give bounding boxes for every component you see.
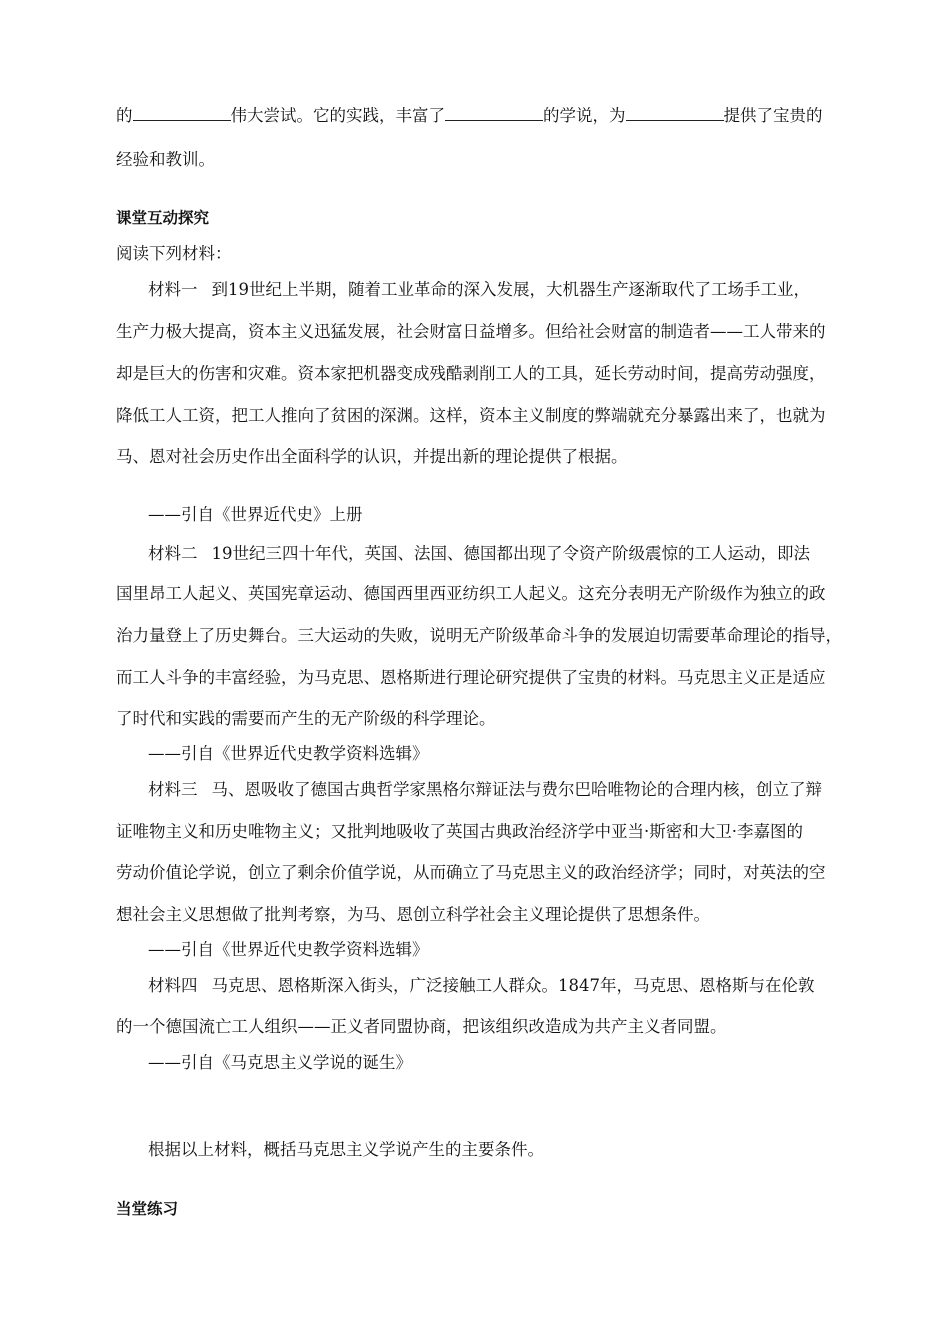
material-3-source: ——引自《世界近代史教学资料选辑》 — [148, 940, 429, 959]
material-1-text-1: 到19世纪上半期，随着工业革命的深入发展，大机器生产逐渐取代了工场手工业， — [211, 280, 810, 299]
fill-blank-3[interactable] — [626, 106, 724, 121]
intro-text-b: 伟大尝试。它的实践，丰富了 — [230, 106, 445, 125]
material-1-line-1 — [148, 276, 810, 300]
material-2-source: ——引自《世界近代史教学资料选辑》 — [148, 744, 429, 763]
material-2-line-1 — [148, 540, 810, 564]
section-heading-practice: 当堂练习 — [116, 1200, 179, 1218]
reading-lead: 阅读下列材料： — [116, 244, 232, 263]
material-2-text-1: 19世纪三四十年代，英国、法国、德国都出现了令资产阶级震惊的工人运动，即法 — [211, 544, 810, 563]
material-2-line-3: 治力量登上了历史舞台。三大运动的失败，说明无产阶级革命斗争的发展迫切需要革命理论的指导， — [116, 626, 842, 645]
section-heading-interactive: 课堂互动探究 — [116, 209, 210, 227]
material-3-label: 材料三 — [148, 780, 198, 799]
intro-text-c: 的学说，为 — [543, 106, 626, 125]
intro-line-1 — [116, 102, 823, 126]
material-4-label: 材料四 — [148, 976, 198, 995]
material-3-line-4: 想社会主义思想做了批判考察，为马、恩创立科学社会主义理论提供了思想条件。 — [116, 905, 710, 924]
intro-text-d: 提供了宝贵的 — [723, 106, 823, 125]
material-2-line-5: 了时代和实践的需要而产生的无产阶级的科学理论。 — [116, 709, 496, 728]
material-1-line-4: 降低工人工资，把工人推向了贫困的深渊。这样，资本主义制度的弊端就充分暴露出来了，也就为 — [116, 406, 826, 425]
fill-blank-1[interactable] — [133, 106, 231, 121]
material-3-line-2: 证唯物主义和历史唯物主义；又批判地吸收了英国古典政治经济学中亚当·斯密和大卫·李嘉图的 — [116, 822, 803, 841]
material-3-text-1: 马、恩吸收了德国古典哲学家黑格尔辩证法与费尔巴哈唯物论的合理内核，创立了辩 — [211, 780, 822, 799]
intro-line-2: 经验和教训。 — [116, 150, 215, 169]
material-4-text-1: 马克思、恩格斯深入街头，广泛接触工人群众。1847年，马克思、恩格斯与在伦敦 — [211, 976, 815, 995]
material-4-line-1 — [148, 972, 815, 996]
material-1-line-3: 却是巨大的伤害和灾难。资本家把机器变成残酷剥削工人的工具，延长劳动时间，提高劳动强度， — [116, 364, 826, 383]
intro-text-a: 的 — [116, 106, 133, 125]
material-1-line-5: 马、恩对社会历史作出全面科学的认识，并提出新的理论提供了根据。 — [116, 447, 628, 466]
material-2-line-2: 国里昂工人起义、英国宪章运动、德国西里西亚纺织工人起义。这充分表明无产阶级作为独立的政 — [116, 584, 826, 603]
question-prompt: 根据以上材料，概括马克思主义学说产生的主要条件。 — [148, 1140, 544, 1159]
material-1-line-2: 生产力极大提高，资本主义迅猛发展，社会财富日益增多。但给社会财富的制造者——工人带来的 — [116, 322, 826, 341]
material-2-label: 材料二 — [148, 544, 198, 563]
material-1-source: ——引自《世界近代史》上册 — [148, 505, 363, 524]
fill-blank-2[interactable] — [445, 106, 543, 121]
material-4-source: ——引自《马克思主义学说的诞生》 — [148, 1053, 412, 1072]
material-1-label: 材料一 — [148, 280, 198, 299]
material-3-line-3: 劳动价值论学说，创立了剩余价值学说，从而确立了马克思主义的政治经济学；同时，对英法的空 — [116, 863, 826, 882]
material-4-line-2: 的一个德国流亡工人组织——正义者同盟协商，把该组织改造成为共产主义者同盟。 — [116, 1017, 727, 1036]
material-3-line-1 — [148, 776, 822, 800]
material-2-line-4: 而工人斗争的丰富经验，为马克思、恩格斯进行理论研究提供了宝贵的材料。马克思主义正是适应 — [116, 668, 826, 687]
